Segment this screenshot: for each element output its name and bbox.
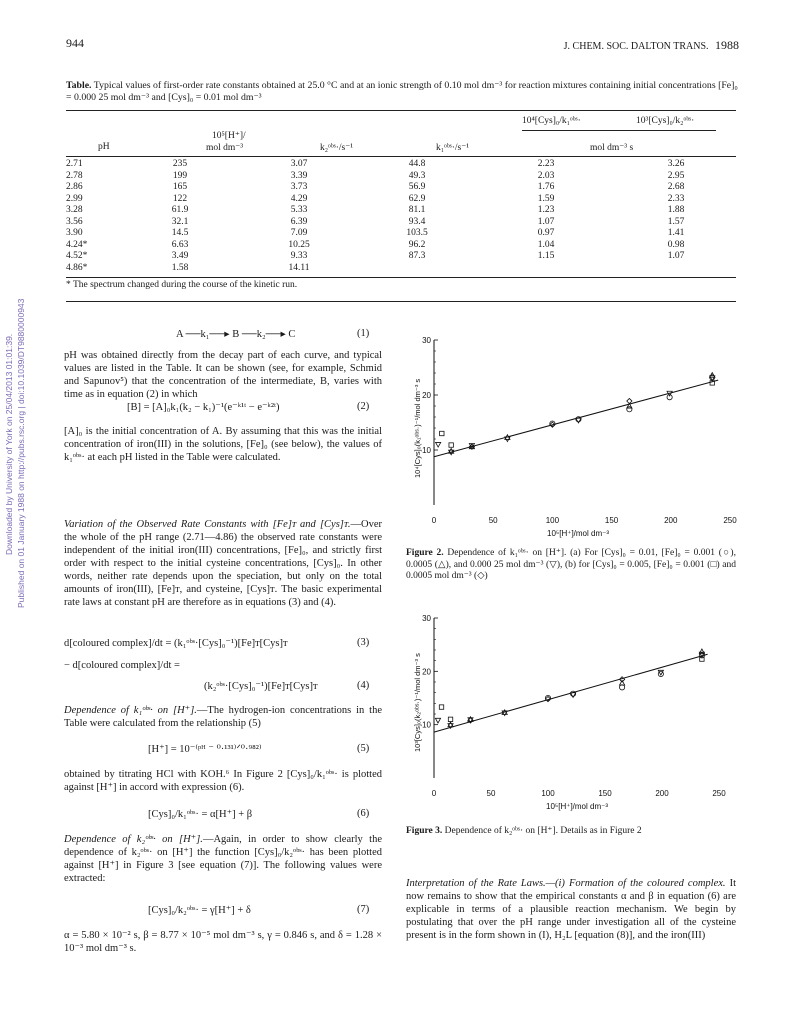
paragraph-k2-dependence: [64, 833, 382, 885]
table-cell-h: 165: [172, 182, 188, 192]
fig3-point-square: [448, 717, 452, 721]
table-caption-label: Table.: [66, 80, 92, 91]
table-cell-ratio2: 1.41: [667, 228, 685, 238]
fig2-point-triangle-down: [436, 442, 441, 447]
fig2-point-square: [440, 431, 444, 435]
table-cell-k1: 56.9: [408, 182, 426, 192]
equation-7: [Cys]₀/k₂ᵒᵇˢ· = γ[H⁺] + δ: [148, 905, 251, 916]
equation-3-number: (3): [357, 637, 370, 648]
table-cell-ratio2: 2.33: [667, 193, 685, 204]
table-cell-h: 61.9: [171, 205, 189, 215]
figure-3-caption-label: Figure 3.: [406, 826, 443, 836]
table-cell-ph: 3.56: [66, 216, 83, 227]
table-cell-ratio1: 2.03: [537, 170, 555, 181]
table-cell-ph: 3.28: [66, 205, 83, 215]
equation-2: [B] = [A]₀k₁(k₂ − k₁)⁻¹(e⁻ᵏ¹ᵗ − e⁻ᵏ²ᵗ): [127, 402, 280, 413]
table-header-ratio2: 10³[Cys]₀/k₂ᵒᵇˢ·: [636, 116, 695, 126]
table-cell-k1: 44.8: [408, 159, 426, 169]
paragraph-variation-text: —Over the whole of the pH range (2.71—4.86) the observed rate constants were independent of the initial iron(III) concentrations, [Fe]₀, and strictly first order with respect to the initial cysteine concentrations, [Cys]₀. In other words, neither rate depends upon the speciation, but only on the total amounts of iron(III), [Fe]ᴛ, and cysteine, [Cys]ᴛ. The basic experimental rate laws at constant pH are therefore as in equations (3) and (4).: [64, 519, 382, 608]
table-cell-ph: 2.86: [66, 182, 83, 192]
table-row: [66, 194, 736, 206]
fig3-x-tick-label: 0: [431, 789, 437, 798]
section-heading-k1: Dependence of k₁ᵒᵇˢ· on [H⁺].: [64, 705, 197, 716]
table-cell-k1: 49.3: [408, 170, 426, 181]
table-cell-k1: 87.3: [408, 251, 426, 261]
table-cell-h: 122: [172, 193, 188, 204]
fig2-y-tick-label: 10: [422, 446, 431, 455]
table-cell-ratio2: 1.88: [667, 205, 685, 215]
table-cell-k2: 4.29: [290, 193, 308, 204]
table-row: [66, 251, 736, 263]
table-cell-k2: 10.25: [288, 239, 310, 250]
equation-3: d[coloured complex]/dt = (k₁ᵒᵇˢ·[Cys]₀⁻¹)[Fe]ᴛ[Cys]ᴛ: [64, 638, 288, 649]
fig2-x-tick-label: 0: [431, 516, 437, 525]
table-cell-k1: [358, 263, 476, 275]
paragraph-variation: [64, 518, 382, 609]
table-cell-k2: 9.33: [290, 251, 308, 261]
figure-3-data-points: [435, 649, 704, 728]
journal-name: J. CHEM. SOC. DALTON TRANS.: [563, 41, 709, 52]
table-bottom-rule: [66, 277, 736, 278]
equation-7-number: (7): [357, 904, 370, 915]
table-footnote: * The spectrum changed during the course of the kinetic run.: [66, 280, 298, 290]
table-cell-ratio1: 1.76: [537, 182, 555, 192]
section-heading-interpretation: Interpretation of the Rate Laws.—(i) Formation of the coloured complex.: [406, 878, 726, 889]
table-cell-k2: 3.07: [290, 159, 308, 169]
table-cell-h: 6.63: [171, 239, 189, 250]
table-cell-ph: 3.90: [66, 228, 83, 238]
table-cell-k1: 96.2: [408, 239, 426, 250]
paragraph-ph-values-text: pH was obtained directly from the decay part of each curve, and typical values are listed in the Table. It can be shown (see, for example, Schmid and Sapunov⁵) that the concentration of the intermediate, B, varies with time as in equation (2) in which: [64, 350, 382, 400]
paragraph-titration: [64, 768, 382, 794]
paragraph-k1-dependence: [64, 704, 382, 730]
table-cell-k2: 3.39: [290, 170, 308, 181]
rate-table: [66, 159, 736, 274]
table-cell-ratio1: [476, 263, 616, 275]
fig3-x-tick-label: 250: [712, 789, 726, 798]
table-cell-k1: 81.1: [408, 205, 426, 215]
section-heading-k2: Dependence of k₂ᵒᵇˢ· on [H⁺].: [64, 834, 203, 845]
table-cell-ratio1: 1.15: [537, 251, 555, 261]
table-caption-text: Typical values of first-order rate constants obtained at 25.0 °C and at an ionic strength of 0.10 mol dm⁻³ for reaction mixtures containing initial concentrations [Fe]₀ = 0.000 25 mol dm⁻³ and [Cys]₀ = 0.01 mol dm⁻³: [66, 80, 738, 103]
journal-header: [564, 38, 739, 53]
fig2-x-tick-label: 100: [545, 516, 560, 525]
table-cell-h: 32.1: [171, 216, 189, 227]
table-cell-ratio1: 0.97: [537, 228, 555, 238]
table-cell-ph: 4.52*: [66, 251, 88, 261]
table-cell-ph: 4.24*: [66, 239, 88, 250]
table-header-rule: [66, 156, 736, 157]
equation-1: A ──k₁──▸ B ──k₂──▸ C: [176, 329, 296, 340]
figure-3-plot: [400, 612, 740, 812]
table-cell-k2: 5.33: [290, 205, 308, 215]
figure-2-caption-text: Dependence of k₁ᵒᵇˢ· on [H⁺]. (a) For [Cys]₀ = 0.01, [Fe]₀ = 0.001 (○), 0.0005 (△), and 0.000 25 mol dm⁻³ (▽), (b) for [Cys]₀ = 0.005, [Fe]₀ = 0.001 (□) and 0.0005 mol dm⁻³ (◇): [406, 548, 736, 581]
download-stamp-line1: Downloaded by University of York on 25/04/2013 01:01:39.: [4, 333, 14, 555]
equation-1-number: (1): [357, 328, 370, 339]
table-cell-ratio2: 1.57: [667, 216, 685, 227]
table-header-subrule: [522, 130, 716, 131]
table-cell-h: 3.49: [171, 251, 189, 261]
fig3-point-square: [439, 705, 443, 709]
table-row: [66, 205, 736, 217]
table-cell-ratio2: [616, 263, 736, 275]
table-row: [66, 240, 736, 252]
table-cell-ratio1: 1.59: [537, 193, 555, 204]
fig2-x-tick-label: 150: [604, 516, 619, 525]
table-header-ratio1: 10⁴[Cys]₀/k₁ᵒᵇˢ·: [522, 116, 581, 126]
table-cell-k2: 7.09: [290, 228, 308, 238]
figure-3-axes: [434, 618, 438, 778]
table-cell-ph: 2.78: [66, 170, 83, 181]
figure-2-caption-label: Figure 2.: [406, 548, 444, 558]
table-header-h: 10⁵[H⁺]/: [212, 131, 246, 141]
fig2-x-tick-label: 200: [664, 516, 678, 525]
paragraph-k1-text: —The hydrogen-ion concentrations in the Table were calculated from the relationship (5): [64, 705, 382, 729]
publication-stamp-line2: Published on 01 January 1988 on http://pubs.rsc.org | doi:10.1039/DT9880000943: [16, 298, 26, 608]
equation-5-number: (5): [357, 743, 370, 754]
journal-year: 1988: [715, 38, 739, 52]
fig3-x-tick-label: 150: [598, 789, 612, 798]
table-cell-ratio2: 3.26: [667, 159, 685, 169]
table-cell-ph: 4.86*: [66, 262, 88, 273]
fig2-y-tick-label: 20: [422, 391, 431, 400]
fig3-y-tick-label: 10: [422, 720, 431, 730]
equation-4-rhs: (k₂ᵒᵇˢ·[Cys]₀⁻¹)[Fe]ᴛ[Cys]ᴛ: [204, 681, 318, 692]
fig2-y-tick-label: 30: [422, 336, 431, 345]
fig2-x-tick-label: 250: [723, 516, 737, 525]
section-rule: [66, 301, 736, 302]
figure-2-data-points: [436, 373, 715, 455]
fig3-x-tick-label: 200: [655, 789, 669, 798]
table-row: [66, 217, 736, 229]
table-cell-k2: 6.39: [290, 216, 308, 227]
equation-4-lhs: − d[coloured complex]/dt =: [64, 660, 180, 671]
table-cell-k2: 3.73: [290, 182, 308, 192]
table-cell-k1: 62.9: [408, 193, 426, 204]
table-cell-h: 1.58: [171, 262, 189, 273]
paragraph-initial-conc: [64, 425, 382, 464]
figure-2-y-axis-label: 10⁴[Cys]₀(k₁ᵒᵇˢ·)⁻¹/mol dm⁻³ s: [413, 378, 422, 478]
table-row: [66, 159, 736, 171]
fig3-y-tick-label: 30: [422, 614, 431, 623]
download-stamp: [4, 334, 14, 555]
table-cell-ph: 2.71: [66, 159, 83, 169]
figure-3-x-axis-label: 10⁵[H⁺]/mol dm⁻³: [546, 802, 608, 811]
table-cell-ratio2: 2.95: [667, 170, 685, 181]
table-caption: [66, 80, 738, 104]
paragraph-interpretation-text: It now remains to show that the empirical constants α and β in equation (6) are explicable in terms of a plausible reaction mechanism. We begin by postulating that over the pH range under investigation all of the cysteine present is in the form shown in (I), H₂L [equation (8)], and the iron(III): [406, 878, 736, 941]
figure-2-axes: [434, 340, 438, 505]
table-cell-ratio1: 1.07: [537, 216, 555, 227]
table-header-k2: k₂ᵒᵇˢ·/s⁻¹: [320, 143, 354, 153]
table-row: [66, 263, 736, 275]
table-row: [66, 171, 736, 183]
fig2-x-tick-label: 50: [488, 516, 498, 525]
figure-3-caption: [406, 826, 736, 838]
figure-3-y-axis-label: 10³[Cys]₀(k₂ᵒᵇˢ·)⁻¹/mol dm⁻³ s: [413, 653, 422, 752]
fig2-point-square: [449, 443, 453, 447]
table-row: [66, 182, 736, 194]
paragraph-titration-text: obtained by titrating HCl with KOH.⁶ In Figure 2 [Cys]₀/k₁ᵒᵇˢ· is plotted against [H⁺] in accord with expression (6).: [64, 769, 382, 793]
page-number: 944: [66, 36, 84, 50]
table-cell-h: 235: [172, 159, 188, 169]
fig2-point-triangle-down: [710, 376, 715, 381]
table-header-ph: pH: [98, 142, 110, 152]
paragraph-initial-conc-text: [A]₀ is the initial concentration of A. By assuming that this was the initial concentration of iron(III) in the solutions, [Fe]₀ (see below), the values of k₁ᵒᵇˢ· at each pH listed in the Table were calculated.: [64, 426, 382, 463]
table-cell-ratio2: 0.98: [667, 239, 685, 250]
table-cell-h: 199: [172, 170, 188, 181]
equation-5: [H⁺] = 10⁻⁽ᵖᴴ ⁻ ⁰·¹³¹⁾ᐟ⁰·⁹⁸²⁾: [148, 744, 262, 755]
table-cell-ratio2: 1.07: [667, 251, 685, 261]
table-cell-k2: 14.11: [288, 262, 310, 273]
figure-2-x-axis-label: 10⁵[H⁺]/mol dm⁻³: [547, 529, 609, 538]
fig3-y-tick-label: 20: [422, 667, 431, 677]
table-header-h-unit: mol dm⁻³: [206, 143, 244, 153]
equation-6: [Cys]₀/k₁ᵒᵇˢ· = α[H⁺] + β: [148, 809, 253, 820]
data-table: [66, 159, 736, 274]
table-cell-ratio1: 2.23: [537, 159, 555, 169]
paragraph-k2-text: —Again, in order to show clearly the dependence of k₂ᵒᵇˢ· on [H⁺] the function [Cys]₀/k₂ᵒᵇˢ· has been plotted against [H⁺] in Figure 3 [see equation (7)]. The following values were extracted:: [64, 834, 382, 884]
paragraph-interpretation: [406, 877, 736, 942]
table-top-rule: [66, 110, 736, 111]
table-header-k1: k₁ᵒᵇˢ·/s⁻¹: [436, 143, 470, 153]
fig3-point-triangle-down: [435, 718, 440, 723]
fig3-x-tick-label: 50: [486, 789, 496, 798]
figure-3-tick-labels: [422, 614, 726, 798]
table-cell-ratio1: 1.04: [537, 239, 555, 250]
paragraph-ph-values: [64, 349, 382, 401]
figure-2-tick-labels: [422, 336, 737, 525]
table-cell-h: 14.5: [171, 228, 189, 238]
table-header-ratio-unit: mol dm⁻³ s: [590, 143, 634, 153]
figure-2-plot: [400, 330, 740, 540]
table-cell-ratio2: 2.68: [667, 182, 685, 192]
table-row: [66, 228, 736, 240]
section-heading-variation: Variation of the Observed Rate Constants with [Fe]ᴛ and [Cys]ᴛ.: [64, 519, 351, 530]
equation-4-number: (4): [357, 680, 370, 691]
table-cell-k1: 93.4: [408, 216, 426, 227]
figure-3-caption-text: Dependence of k₂ᵒᵇˢ· on [H⁺]. Details as in Figure 2: [442, 826, 642, 836]
figure-2-caption: [406, 548, 736, 583]
table-cell-ratio1: 1.23: [537, 205, 555, 215]
table-cell-ph: 2.99: [66, 193, 83, 204]
fig3-x-tick-label: 100: [541, 789, 555, 798]
equation-6-number: (6): [357, 808, 370, 819]
paragraph-constants-text: α = 5.80 × 10⁻² s, β = 8.77 × 10⁻⁵ mol dm⁻³ s, γ = 0.846 s, and δ = 1.28 × 10⁻³ mol dm⁻³ s.: [64, 930, 382, 954]
equation-2-number: (2): [357, 401, 370, 412]
table-cell-k1: 103.5: [406, 228, 428, 238]
paragraph-constants: [64, 929, 382, 955]
publication-stamp: [16, 299, 26, 608]
